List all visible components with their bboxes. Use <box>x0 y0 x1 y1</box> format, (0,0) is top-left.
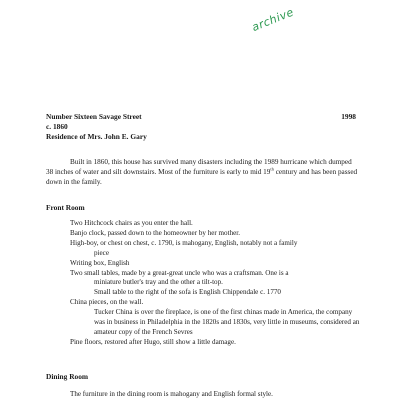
dining-room-heading: Dining Room <box>46 372 89 381</box>
list-item <box>70 308 362 338</box>
date-line: c. 1860 <box>46 122 68 131</box>
intro-paragraph <box>46 157 358 187</box>
intro-superscript: th <box>270 166 274 172</box>
residence-line: Residence of Mrs. John E. Gary <box>46 132 147 141</box>
list-item-continuation: miniature butler's tray and the other a tilt-top. <box>94 278 223 287</box>
list-item-text: Two Hitchcock chairs as you enter the hall. <box>70 219 193 227</box>
list-item <box>70 219 362 229</box>
document-header <box>46 112 356 142</box>
dining-room-text: The furniture in the dining room is mahogany and English formal style. <box>70 390 273 398</box>
handwritten-annotation: archive <box>250 5 296 35</box>
list-item <box>70 229 362 239</box>
list-item-continuation: piece <box>94 248 109 257</box>
list-item <box>70 239 362 259</box>
list-item-text: High-boy, or chest on chest, c. 1790, is mahogany, English, notably not a family <box>70 238 298 247</box>
list-item-text: Small table to the right of the sofa is English Chippendale c. 1770 <box>94 288 281 297</box>
front-room-items <box>70 219 362 348</box>
list-item-text: Tucker China is over the fireplace, is one of the first chinas made in America, the company was in business in Philadelphia in the 1820s and 1830s, very little in museums, considered an amateur copy of the French Sevres <box>94 308 360 336</box>
document-year: 1998 <box>341 112 356 121</box>
list-item <box>70 298 362 308</box>
address-line: Number Sixteen Savage Street <box>46 112 142 121</box>
intro-text-2: century and has been passed down in the family. <box>46 168 358 186</box>
list-item-text: Pine floors, restored after Hugo, still show a little damage. <box>70 337 236 346</box>
list-item <box>70 338 362 348</box>
list-item-text: Banjo clock, passed down to the homeowner by her mother. <box>70 228 241 237</box>
list-item-text: Two small tables, made by a great-great uncle who was a craftsman. One is a <box>70 268 289 277</box>
list-item <box>70 259 362 269</box>
intro-text-1: Built in 1860, this house has survived many disasters including the 1989 hurricane which dumped 38 inches of water and silt downstairs. Most of the furniture is early to mid 19 <box>46 158 352 176</box>
front-room-heading: Front Room <box>46 203 85 212</box>
list-item-text: China pieces, on the wall. <box>70 298 144 307</box>
list-item <box>70 288 362 298</box>
list-item <box>70 269 362 289</box>
list-item-text: Writing box, English <box>70 258 130 267</box>
